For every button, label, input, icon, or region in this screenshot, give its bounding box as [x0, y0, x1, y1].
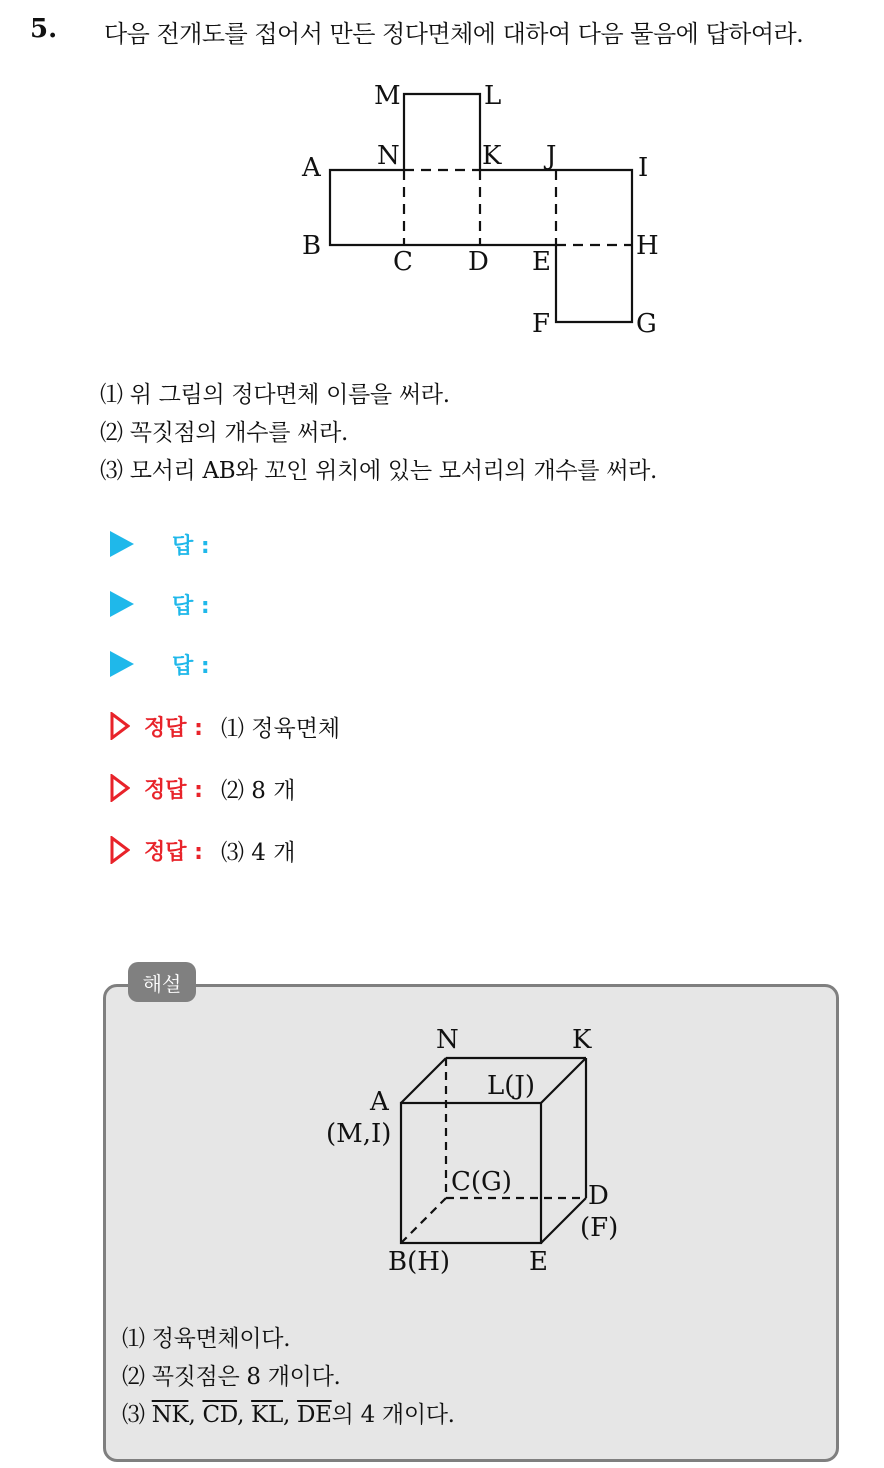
cube-edge-an [401, 1058, 446, 1103]
cube-label-mi: (M,I) [326, 1119, 392, 1149]
net-label-h: H [636, 231, 659, 261]
answer-label: 정답 : [144, 777, 203, 803]
explanation-line-3 [122, 1396, 455, 1429]
cube-edge-lk [541, 1058, 586, 1103]
cube-net-diagram [0, 0, 884, 360]
answer-value: ⑶ 4 개 [220, 839, 296, 866]
edge-separator: , [188, 1402, 203, 1428]
edge-separator: , [237, 1402, 252, 1428]
net-label-i: I [638, 153, 649, 183]
explanation-line-3-prefix: ⑶ [122, 1402, 152, 1428]
triangle-outline-icon [110, 774, 130, 802]
net-label-m: M [374, 81, 401, 111]
explanation-line-3-suffix: 의 4 개이다. [331, 1402, 455, 1428]
answer-blank-1 [110, 524, 210, 564]
triangle-play-icon [110, 531, 134, 557]
answer-row-1 [110, 706, 340, 746]
answer-label: 정답 : [144, 839, 203, 865]
edge-cd: $\overline{CD}$ [202, 1402, 238, 1428]
net-label-n: N [377, 141, 400, 171]
sub-question-2: ⑵ 꼭짓점의 개수를 써라. [100, 420, 349, 446]
cube-label-bh: B(H) [388, 1247, 451, 1277]
cube-diagram [0, 1010, 884, 1300]
question-number: 5. [30, 14, 58, 44]
cube-label-n: N [436, 1025, 459, 1055]
cube-label-e: E [529, 1247, 548, 1277]
net-label-b: B [302, 231, 322, 261]
answer-value: ⑵ 8 개 [220, 777, 296, 804]
cube-label-cg: C(G) [451, 1167, 512, 1197]
explanation-tag: 해설 [128, 962, 196, 1002]
answer-blank-label: 답 : [172, 653, 210, 679]
triangle-play-icon [110, 651, 134, 677]
net-label-g: G [636, 309, 657, 339]
cube-label-lj: L(J) [487, 1071, 535, 1101]
answer-row-2 [110, 768, 295, 808]
answer-blank-label: 답 : [172, 533, 210, 559]
cube-label-k: K [572, 1025, 592, 1055]
sub-question-1: ⑴ 위 그림의 정다면체 이름을 써라. [100, 382, 450, 408]
edge-separator: , [282, 1402, 298, 1428]
cube-hidden-bc [401, 1198, 446, 1243]
net-label-d: D [468, 247, 489, 277]
net-label-j: J [546, 141, 557, 171]
net-label-c: C [393, 247, 413, 277]
net-label-e: E [532, 247, 551, 277]
sub-question-3: ⑶ 모서리 AB와 꼬인 위치에 있는 모서리의 개수를 써라. [100, 458, 658, 484]
triangle-outline-icon [110, 836, 130, 864]
edge-kl: $\overline{KL}$ [251, 1402, 283, 1428]
answer-label: 정답 : [144, 715, 203, 741]
net-label-a: A [302, 153, 321, 183]
explanation-line-1: ⑴ 정육면체이다. [122, 1326, 291, 1352]
explanation-line-2: ⑵ 꼭짓점은 8 개이다. [122, 1364, 341, 1390]
edge-de: $\overline{DE}$ [297, 1402, 332, 1428]
net-label-f: F [532, 309, 551, 339]
answer-value: ⑴ 정육면체 [220, 715, 341, 742]
answer-blank-3 [110, 644, 210, 684]
answer-blank-2 [110, 584, 210, 624]
cube-label-a: A [370, 1087, 389, 1117]
cube-label-d: D [588, 1181, 609, 1211]
cube-label-f: (F) [580, 1213, 619, 1243]
triangle-play-icon [110, 591, 134, 617]
triangle-outline-icon [110, 712, 130, 740]
answer-row-3 [110, 830, 295, 870]
net-label-l: L [484, 81, 502, 111]
net-label-k: K [482, 141, 502, 171]
question-text: 다음 전개도를 접어서 만든 정다면체에 대하여 다음 물음에 답하여라. [104, 20, 804, 48]
answer-blank-label: 답 : [172, 593, 210, 619]
edge-nk: $\overline{NK}$ [151, 1402, 189, 1428]
